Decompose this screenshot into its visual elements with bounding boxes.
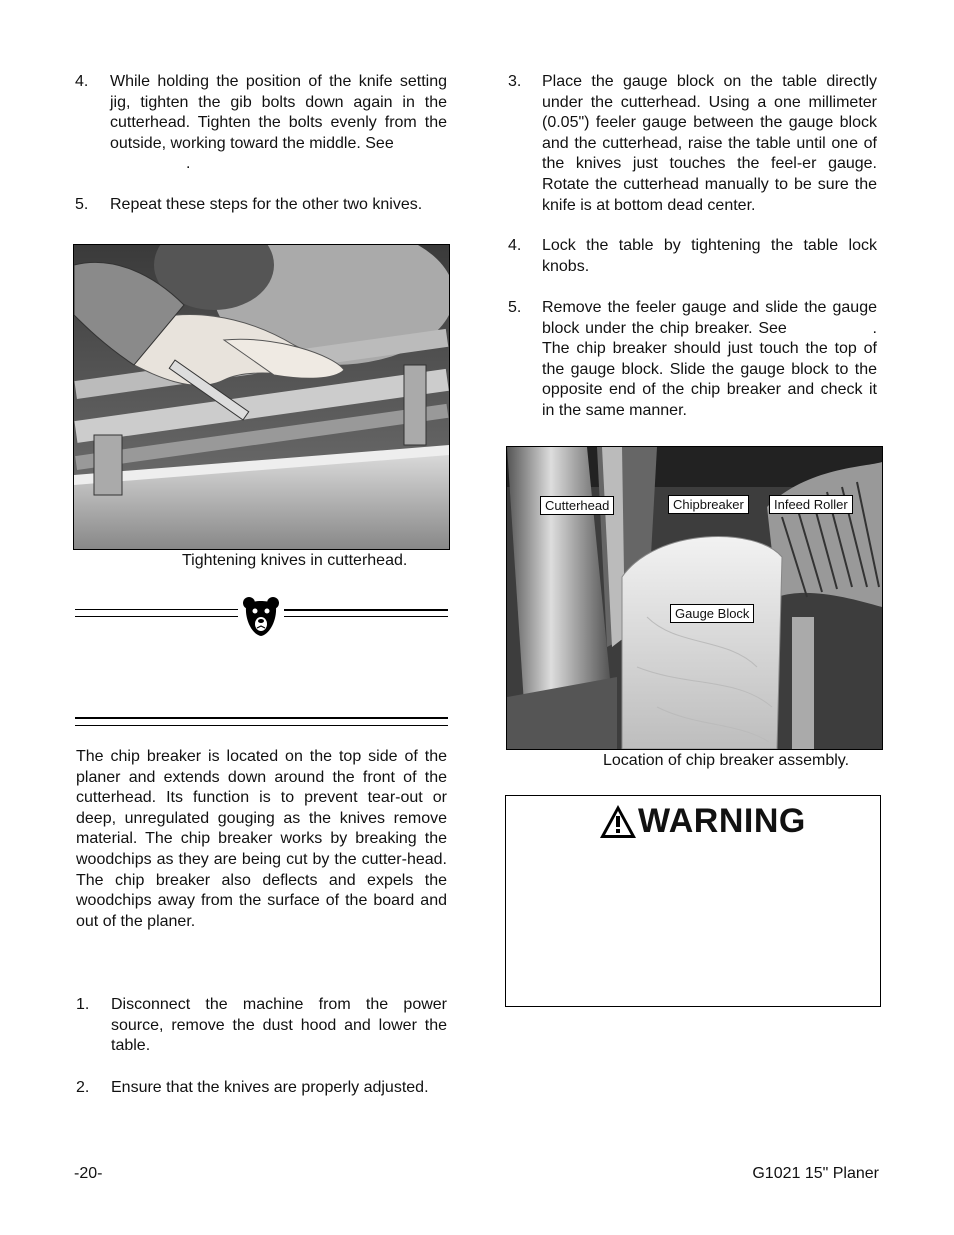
step-3-right	[508, 72, 877, 216]
page-number: -20-	[74, 1165, 103, 1182]
photo-illustration	[507, 447, 882, 749]
figure-1-caption: Tightening knives in cutterhead.	[182, 552, 408, 569]
cutterhead-label: Cutterhead	[540, 496, 614, 515]
gauge-block-label: Gauge Block	[670, 604, 754, 623]
step-number: 4.	[508, 237, 522, 254]
warning-header	[598, 802, 806, 841]
infeed-roller-label: Infeed Roller	[769, 495, 853, 514]
separator-line-left-a	[75, 609, 238, 610]
step-number: 1.	[76, 996, 90, 1013]
separator-line-right-b	[284, 616, 448, 617]
step-text: Disconnect the machine from the power source, remove the dust hood and lower the table.	[111, 996, 447, 1055]
model-name: G1021 15" Planer	[752, 1165, 879, 1182]
bear-head-logo-icon	[241, 595, 281, 637]
step-number: 5.	[75, 196, 89, 213]
warning-box	[505, 795, 881, 1007]
step-text: While holding the position of the knife setting jig, tighten the gib bolts down again in the cutterhead. Tighten the bolts evenly from the outside, working toward the middle. See .	[110, 73, 447, 173]
step-number: 2.	[76, 1079, 90, 1096]
separator-line-right-a	[284, 609, 448, 611]
section-divider-thin	[75, 725, 448, 726]
separator-line-left-b	[75, 616, 238, 617]
chip-breaker-photo	[506, 446, 883, 750]
step-text: Repeat these steps for the other two knives.	[110, 196, 423, 213]
photo-illustration	[74, 245, 449, 549]
chipbreaker-label: Chipbreaker	[668, 495, 749, 514]
step-number: 5.	[508, 299, 522, 316]
step-text: Lock the table by tightening the table lock knobs.	[542, 237, 877, 275]
warning-title: WARNING	[638, 802, 806, 840]
figure-2-caption: Location of chip breaker assembly.	[603, 752, 850, 769]
section-divider	[75, 717, 448, 719]
knife-tightening-photo	[73, 244, 450, 550]
step-2-left	[76, 1078, 447, 1100]
step-5-right	[508, 298, 877, 422]
warning-triangle-icon	[598, 803, 638, 841]
step-4-left	[75, 72, 447, 182]
step-text: Ensure that the knives are properly adjusted.	[111, 1079, 429, 1096]
step-text: Place the gauge block on the table directly under the cutterhead. Using a one millimeter (0.05") feeler gauge between the gauge block and the cutterhead, raise the table until one of the knives just touches the feel-er gauge. Rotate the cutterhead manually to be sure the knife is at bottom dead center.	[542, 73, 877, 214]
step-number: 4.	[75, 73, 89, 90]
chip-breaker-description: The chip breaker is located on the top side of the planer and extends down around the front of the cutterhead. Its function is to prevent tear-out or deep, unregulated gouging as the knives remove material. The chip breaker works by breaking the woodchips as they are being cut by the cutter-head. The chip breaker also deflects and expels the woodchips away from the surface of the board and out of the planer.	[76, 748, 447, 930]
step-1-left	[76, 995, 447, 1059]
step-number: 3.	[508, 73, 522, 90]
step-text: Remove the feeler gauge and slide the gauge block under the chip breaker. See . The chip breaker should just touch the top of the gauge block. Slide the gauge block to the opposite end of the chip breaker and check it in the same manner.	[542, 299, 877, 419]
step-4-right	[508, 236, 877, 280]
step-5-left	[75, 195, 447, 217]
